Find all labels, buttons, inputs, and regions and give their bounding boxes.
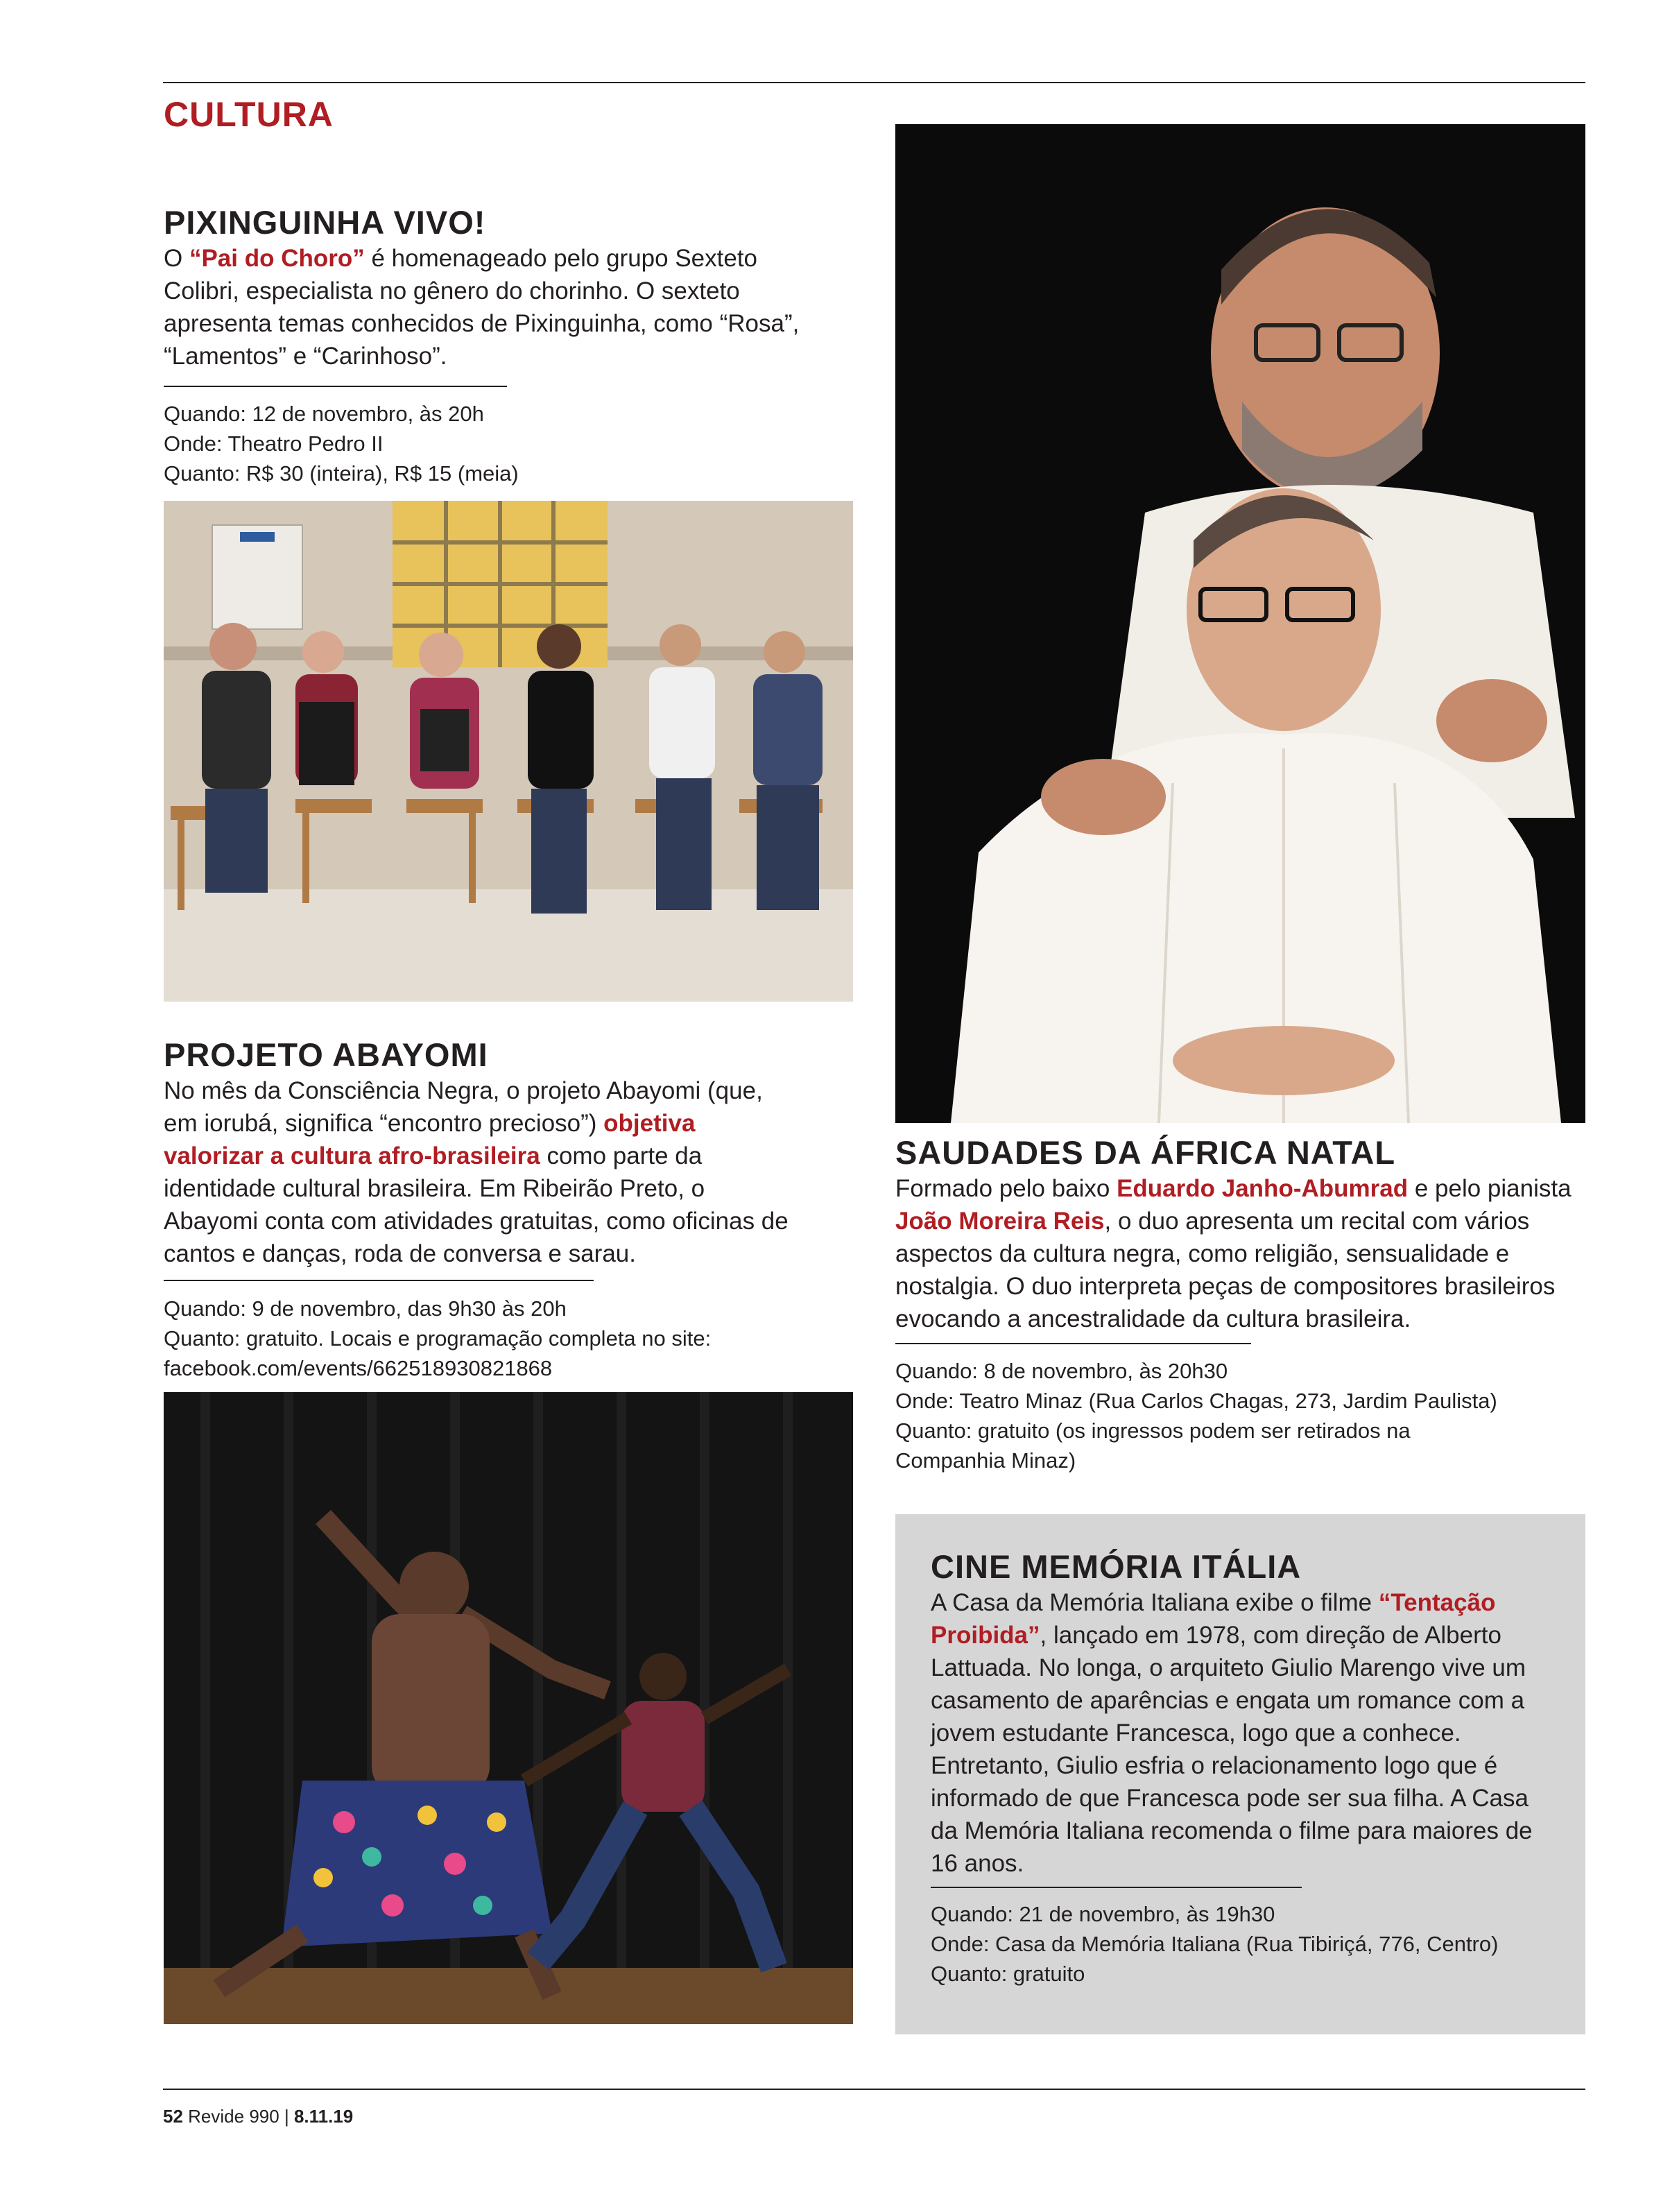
- event-when: Quando: 12 de novembro, às 20h: [164, 402, 484, 426]
- divider: [931, 1887, 1302, 1888]
- bottom-rule: [163, 2089, 1585, 2090]
- event-info-abayomi: [164, 1294, 711, 1383]
- divider: [164, 1280, 594, 1281]
- article-body-saudades: [895, 1172, 1585, 1335]
- body-text: A Casa da Memória Italiana exibe o filme: [931, 1589, 1379, 1616]
- event-where: Onde: Teatro Minaz (Rua Carlos Chagas, 273, Jardim Paulista): [895, 1389, 1497, 1413]
- body-text: No mês da Consciência Negra, o projeto Abayomi (que, em iorubá, significa “encontro precioso”): [164, 1077, 763, 1137]
- section-label: CULTURA: [164, 95, 334, 134]
- footer-separator: |: [284, 2106, 289, 2127]
- body-text: , o duo apresenta um recital com vários aspectos da cultura negra, como religião, sensualidade e nostalgia. O duo interpreta peças de compositores brasileiros evocando a ancestralidade da cultura brasileira.: [895, 1208, 1556, 1332]
- divider: [164, 386, 507, 387]
- event-when: Quando: 9 de novembro, das 9h30 às 20h: [164, 1296, 567, 1321]
- event-when: Quando: 8 de novembro, às 20h30: [895, 1359, 1228, 1383]
- event-info-saudades: [895, 1356, 1497, 1475]
- body-text: como parte da identidade cultural brasileira. Em Ribeirão Preto, o Abayomi conta com atividades gratuitas, como oficinas de cantos e danças, roda de conversa e sarau.: [164, 1142, 789, 1267]
- article-body-pixinguinha: [164, 242, 829, 372]
- event-info-pixinguinha: [164, 399, 519, 488]
- article-title-abayomi: PROJETO ABAYOMI: [164, 1036, 488, 1073]
- event-price: Quanto: gratuito: [931, 1962, 1085, 1986]
- event-where: Onde: Casa da Memória Italiana (Rua Tibiriçá, 776, Centro): [931, 1932, 1499, 1956]
- photo-duo: [895, 124, 1585, 1123]
- photo-dancers: [164, 1392, 853, 2024]
- event-link[interactable]: facebook.com/events/662518930821868: [164, 1356, 553, 1380]
- page-number: 52: [163, 2106, 183, 2127]
- event-price: Quanto: gratuito (os ingressos podem ser retirados na: [895, 1418, 1411, 1443]
- photo-musicians: [164, 501, 853, 1002]
- highlight-text: “Tentação Proibida”: [931, 1589, 1496, 1649]
- body-text: é homenageado pelo grupo Sexteto Colibri, especialista no gênero do chorinho. O sexteto apresenta temas conhecidos de Pixinguinha, como “Rosa”, “Lamentos” e “Carinhoso”.: [164, 245, 800, 370]
- body-text: e pelo pianista: [1408, 1175, 1572, 1202]
- event-where: Onde: Theatro Pedro II: [164, 431, 384, 456]
- body-text: , lançado em 1978, com direção de Alberto Lattuada. No longa, o arquiteto Giulio Marengo vive um casamento de aparências e engata um romance com a jovem estudante Francesca, logo que a conhece. Entretanto, Giulio esfria o relacionamento logo que é informado de que Francesca pode ser sua filha. A Casa da Memória Italiana recomenda o filme para maiores de 16 anos.: [931, 1622, 1533, 1877]
- highlight-text: objetiva valorizar a cultura afro-brasileira: [164, 1110, 696, 1169]
- highlight-text: João Moreira Reis: [895, 1208, 1105, 1235]
- event-price-continued: Companhia Minaz): [895, 1448, 1076, 1473]
- highlight-text: “Pai do Choro”: [189, 245, 365, 272]
- article-title-cine: CINE MEMÓRIA ITÁLIA: [931, 1548, 1302, 1585]
- event-price: Quanto: R$ 30 (inteira), R$ 15 (meia): [164, 461, 519, 486]
- article-body-abayomi: [164, 1074, 802, 1270]
- issue-date: 8.11.19: [293, 2106, 354, 2127]
- highlight-text: Eduardo Janho-Abumrad: [1117, 1175, 1409, 1202]
- top-rule: [163, 82, 1585, 83]
- article-body-cine: [931, 1586, 1562, 1880]
- event-when: Quando: 21 de novembro, às 19h30: [931, 1902, 1275, 1926]
- page-footer: [163, 2106, 353, 2127]
- body-text: Formado pelo baixo: [895, 1175, 1117, 1202]
- magazine-issue: Revide 990: [188, 2106, 279, 2127]
- event-info-cine: [931, 1899, 1498, 1989]
- divider: [895, 1343, 1251, 1344]
- event-price: Quanto: gratuito. Locais e programação completa no site:: [164, 1326, 712, 1351]
- article-title-saudades: SAUDADES DA ÁFRICA NATAL: [895, 1134, 1396, 1171]
- body-text: O: [164, 245, 189, 272]
- article-title-pixinguinha: PIXINGUINHA VIVO!: [164, 204, 486, 241]
